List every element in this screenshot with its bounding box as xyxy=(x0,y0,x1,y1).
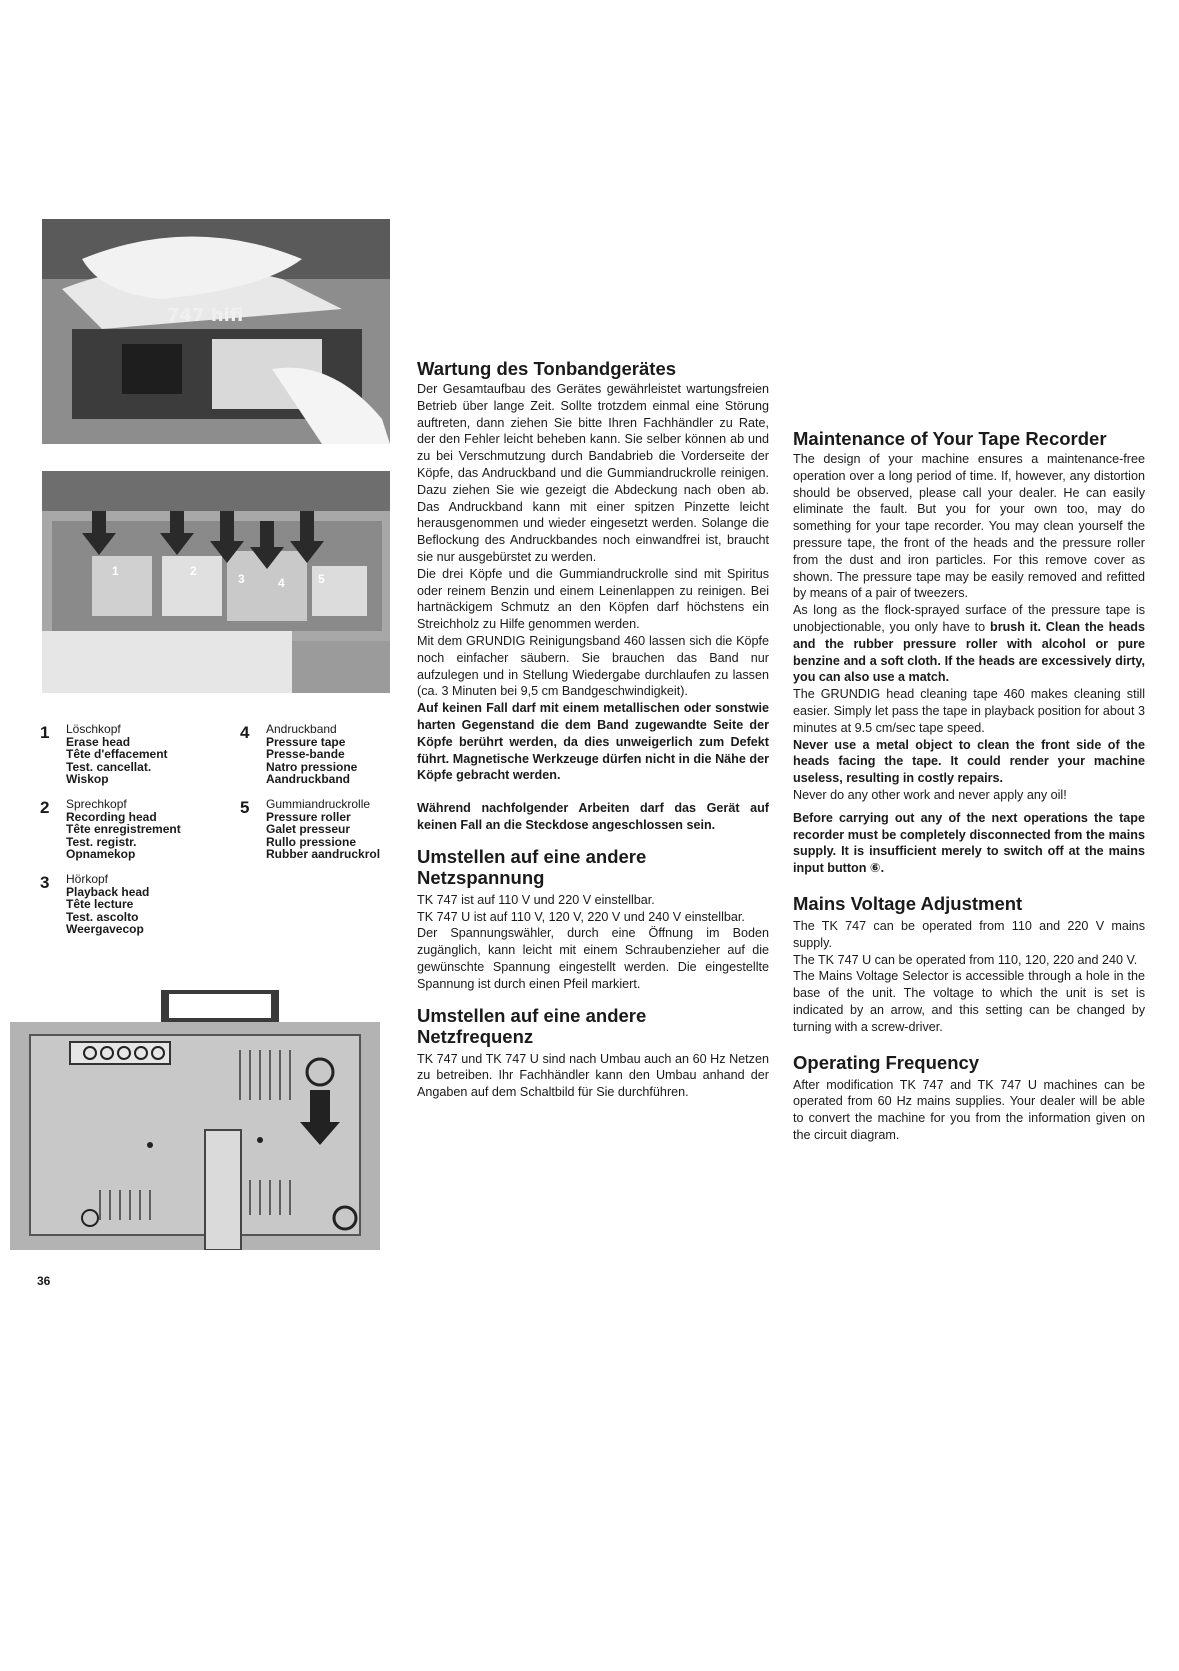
legend-line: Test. ascolto xyxy=(66,909,139,924)
german-paragraph-3: Mit dem GRUNDIG Reinigungsband 460 lassen sich die Köpfe noch einfacher säubern. Sie brauchen das Band nur aufzulegen und in Stellung Wiedergabe durchlaufen zu lassen (ca. 3 Minuten bei 9,5 cm Bandgeschwindigkeit). xyxy=(417,633,769,699)
english-disconnect-note: Before carrying out any of the next operations the tape recorder must be completely disconnected from the mains supply. It is insufficient merely to switch off at the mains input button ⑥. xyxy=(793,810,1145,876)
photo-cover-removal xyxy=(42,219,390,444)
german-column xyxy=(417,358,769,1101)
legend-line: Test. cancellat. xyxy=(66,759,152,774)
photo-unit-base xyxy=(10,990,380,1250)
legend-line: Weergavecop xyxy=(66,922,144,937)
legend-line: Tête lecture xyxy=(66,897,134,912)
legend-line: Test. registr. xyxy=(66,834,137,849)
heading-netzfrequenz: Umstellen auf eine andere Netzfrequenz xyxy=(417,1004,647,1047)
english-paragraph-8: The Mains Voltage Selector is accessible through a hole in the base of the unit. The voltage to which the unit is set is indicated by an arrow, and this setting can be changed by turning with a screw-driver. xyxy=(793,969,1145,1034)
legend-line: Andruckband xyxy=(266,722,337,736)
english-paragraph-7: The TK 747 U can be operated from 110, 120, 220 and 240 V. xyxy=(793,952,1138,967)
legend-number: 1 xyxy=(40,723,50,742)
legend-line: Tête enregistrement xyxy=(66,822,181,837)
german-warning: Auf keinen Fall darf mit einem metallischen oder sonstwie harten Gegenstand die dem Band zugewandte Seite der Köpfe berührt werden, da dies unweigerlich zum Defekt führt. Magnetische Werkzeuge dürfen nicht in die Nähe der Köpfe gebracht werden. xyxy=(417,701,769,783)
german-paragraph-6: TK 747 ist auf 110 V und 220 V einstellbar. xyxy=(417,892,655,907)
english-paragraph-2-start: As long as the flock-sprayed surface of the pressure tape is unobjectionable, you only have to xyxy=(793,603,1145,634)
legend-line: Galet presseur xyxy=(266,822,351,837)
legend-line: Pressure tape xyxy=(266,734,346,749)
legend-line: Erase head xyxy=(66,734,131,749)
legend-line: Recording head xyxy=(66,809,157,824)
english-warning-tail: Never do any other work and never apply any oil! xyxy=(793,787,1067,802)
heading-operating-frequency: Operating Frequency xyxy=(793,1051,980,1073)
german-paragraph-2: Die drei Köpfe und die Gummiandruckrolle sind mit Spiritus oder reinem Benzin und einem Leinenlappen zu reinigen. Bei hartnäckigem Schmutz an den Köpfen darf höchstens ein Streichholz zu Hilfe genommen werden. xyxy=(417,566,769,632)
german-paragraph-7: TK 747 U ist auf 110 V, 120 V, 220 V und 240 V einstellbar. xyxy=(417,909,745,924)
legend-line: Aandruckband xyxy=(266,772,351,787)
heading-mains-voltage: Mains Voltage Adjustment xyxy=(793,892,1023,914)
svg-text:747 hifi: 747 hifi xyxy=(167,305,244,326)
legend-line: Natro pressione xyxy=(266,759,358,774)
german-paragraph-9: TK 747 und TK 747 U sind nach Umbau auch an 60 Hz Netzen zu betreiben. Ihr Fachhändler kann den Umbau anhand der Angaben auf dem Schaltbild für Sie durchführen. xyxy=(417,1051,769,1100)
legend-number: 5 xyxy=(240,798,250,817)
legend-line: Wiskop xyxy=(66,772,109,787)
english-paragraph-2-bold: brush it. Clean the heads and the rubber pressure roller with alcohol or pure benzine and a soft cloth. If the heads are excessively dirty, you can also use a match. xyxy=(793,619,1145,685)
heading-wartung: Wartung des Tonbandgerätes xyxy=(417,358,677,379)
english-paragraph-1: The design of your machine ensures a maintenance-free operation over a long period of time. If, however, any distortion should be observed, please call your dealer. He can easily eliminate the fault. But you for your own too, may do something for your tape recorder. You may clean yourself the pressure tape, the front of the heads and the pressure roller from the dust and iron particles. For this remove cover as shown. The pressure tape may be easily removed and refitted by means of a pair of tweezers. xyxy=(793,452,1145,601)
heading-maintenance: Maintenance of Your Tape Recorder xyxy=(793,428,1107,449)
legend-line: Rubber aandruckrol xyxy=(266,847,381,862)
legend-line: Gummiandruckrolle xyxy=(266,797,371,811)
german-paragraph-8: Der Spannungswähler, durch eine Öffnung im Boden zugänglich, kann leicht mit einem Schraubenzieher auf die gewünschte Spannung eingestellt werden. Die eingestellte Spannung ist durch einen Pfeil markiert. xyxy=(417,926,769,991)
legend-number: 3 xyxy=(40,873,50,892)
german-disconnect-note: Während nachfolgender Arbeiten darf das Gerät auf keinen Fall an die Steckdose angeschlossen sein. xyxy=(417,801,769,832)
legend-line: Tête d'effacement xyxy=(66,747,168,762)
english-paragraph-3: The GRUNDIG head cleaning tape 460 makes cleaning still easier. Simply let pass the tape in playback position for about 3 minutes at 9.5 cm/sec tape speed. xyxy=(793,687,1145,735)
legend-line: Hörkopf xyxy=(66,872,109,886)
photo-heads-diagram xyxy=(42,471,390,693)
english-warning: Never use a metal object to clean the front side of the heads facing the tape. It could render your machine useless, resulting in costly repairs. xyxy=(793,737,1145,786)
legend-line: Sprechkopf xyxy=(66,797,127,811)
english-paragraph-2 xyxy=(793,602,1145,686)
legend-line: Löschkopf xyxy=(66,722,121,736)
page-number: 36 xyxy=(37,1274,51,1288)
legend-line: Presse-bande xyxy=(266,747,345,762)
legend-number: 4 xyxy=(240,723,250,742)
english-column xyxy=(793,428,1145,1144)
english-paragraph-6: The TK 747 can be operated from 110 and 220 V mains supply. xyxy=(793,918,1145,950)
legend-line: Rullo pressione xyxy=(266,834,357,849)
legend-line: Opnamekop xyxy=(66,847,136,862)
legend-line: Pressure roller xyxy=(266,809,351,824)
legend-line: Playback head xyxy=(66,884,150,899)
arrow-label-2: 2 xyxy=(190,564,197,578)
arrow-label-5: 5 xyxy=(318,572,325,586)
heading-netzspannung: Umstellen auf eine andere Netzspannung xyxy=(417,845,647,888)
legend-number: 2 xyxy=(40,798,50,817)
english-paragraph-9: After modification TK 747 and TK 747 U machines can be operated from 60 Hz mains supplies. Your dealer will be able to convert the machine for you from the information given on the circuit diagram. xyxy=(793,1077,1145,1142)
arrow-label-1: 1 xyxy=(112,564,119,578)
arrow-label-3: 3 xyxy=(238,572,245,586)
german-paragraph-1: Der Gesamtaufbau des Gerätes gewährleistet wartungsfreien Betrieb über lange Zeit. Sollte trotzdem einmal eine Störung auftreten, dann ziehen Sie bitte Ihren Fachhändler zu Rate, der den Fehler leicht beheben kann. Sie selber können ab und zu bei Verschmutzung durch Bandabrieb die Vorderseite der Köpfe, das Andruckband und die Gummiandruckrolle reinigen. Dazu ziehen Sie wie gezeigt die Abdeckung nach oben ab. Das Andruckband kann mit einer spitzen Pinzette leicht herausgenommen und wieder eingesetzt werden. Solange die Beflockung des Andruckbandes noch einwandfrei ist, braucht sie nur ausgebürstet zu werden. xyxy=(417,382,769,564)
arrow-label-4: 4 xyxy=(278,576,285,590)
